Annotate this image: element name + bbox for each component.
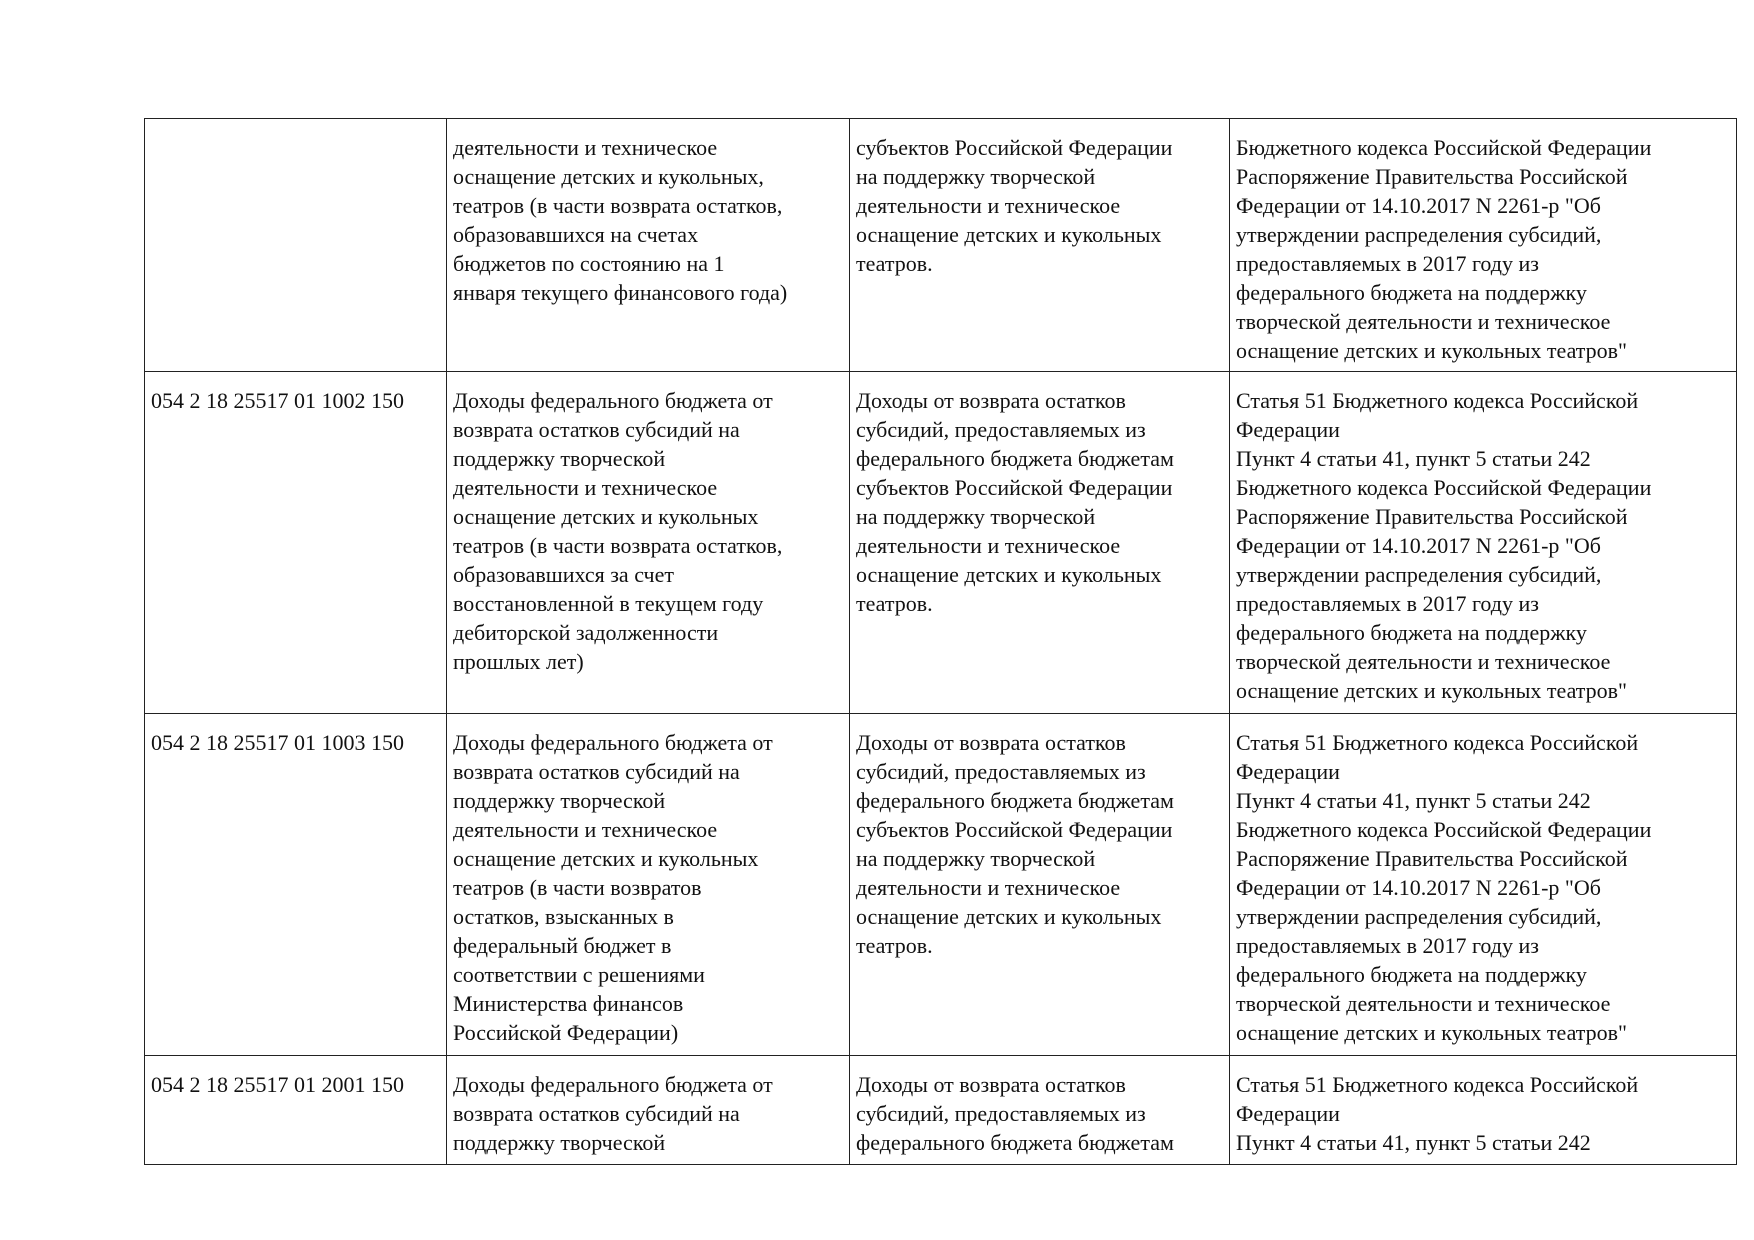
text-line: Доходы от возврата остатков <box>856 730 1126 755</box>
text-line: оснащение детских и кукольных, <box>453 164 764 189</box>
text-line: театров. <box>856 251 933 276</box>
text-line: Распоряжение Правительства Российской <box>1236 164 1628 189</box>
text-line: деятельности и техническое <box>453 817 718 842</box>
text-line: Федерации <box>1236 417 1340 442</box>
text-line: Российской Федерации) <box>453 1020 679 1045</box>
text-line: Распоряжение Правительства Российской <box>1236 846 1628 871</box>
text-line: оснащение детских и кукольных <box>453 504 759 529</box>
text-line: театров. <box>856 933 933 958</box>
name-cell <box>447 1056 850 1165</box>
text-line: деятельности и техническое <box>453 135 718 160</box>
text-line: поддержку творческой <box>453 1130 666 1155</box>
text-line: федерального бюджета бюджетам <box>856 788 1174 813</box>
text-line: оснащение детских и кукольных <box>856 562 1162 587</box>
text-line: творческой деятельности и техническое <box>1236 309 1611 334</box>
table-row <box>145 119 1737 372</box>
text-line: деятельности и техническое <box>856 533 1121 558</box>
text-line: предоставляемых в 2017 году из <box>1236 251 1539 276</box>
text-line: утверждении распределения субсидий, <box>1236 562 1602 587</box>
text-line: субсидий, предоставляемых из <box>856 417 1146 442</box>
text-line: Статья 51 Бюджетного кодекса Российской <box>1236 388 1639 413</box>
text-line: субсидий, предоставляемых из <box>856 1101 1146 1126</box>
table-row <box>145 1056 1737 1165</box>
text-line: на поддержку творческой <box>856 164 1096 189</box>
text-line: Пункт 4 статьи 41, пункт 5 статьи 242 <box>1236 1130 1591 1155</box>
text-line: утверждении распределения субсидий, <box>1236 222 1602 247</box>
text-line: Министерства финансов <box>453 991 684 1016</box>
code-cell <box>145 119 447 372</box>
text-line: Федерации <box>1236 1101 1340 1126</box>
legal-basis-cell <box>1230 1056 1737 1165</box>
text-line: на поддержку творческой <box>856 846 1096 871</box>
code-cell <box>145 1056 447 1165</box>
code-text: 054 2 18 25517 01 2001 150 <box>151 1072 404 1097</box>
text-line: Пункт 4 статьи 41, пункт 5 статьи 242 <box>1236 788 1591 813</box>
table-row <box>145 714 1737 1056</box>
text-line: Статья 51 Бюджетного кодекса Российской <box>1236 1072 1639 1097</box>
text-line: оснащение детских и кукольных театров" <box>1236 338 1628 363</box>
text-line: субсидий, предоставляемых из <box>856 759 1146 784</box>
text-line: возврата остатков субсидий на <box>453 417 740 442</box>
code-text: 054 2 18 25517 01 1003 150 <box>151 730 404 755</box>
text-line: возврата остатков субсидий на <box>453 759 740 784</box>
text-line: Бюджетного кодекса Российской Федерации <box>1236 817 1652 842</box>
text-line: деятельности и техническое <box>856 875 1121 900</box>
text-line: возврата остатков субсидий на <box>453 1101 740 1126</box>
legal-basis-cell <box>1230 119 1737 372</box>
text-line: Федерации от 14.10.2017 N 2261-р "Об <box>1236 533 1601 558</box>
description-cell <box>850 714 1230 1056</box>
text-line: Бюджетного кодекса Российской Федерации <box>1236 475 1652 500</box>
text-line: оснащение детских и кукольных <box>453 846 759 871</box>
text-line: театров (в части возвратов <box>453 875 702 900</box>
text-line: субъектов Российской Федерации <box>856 817 1173 842</box>
text-line: творческой деятельности и техническое <box>1236 649 1611 674</box>
text-line: федеральный бюджет в <box>453 933 672 958</box>
table-body <box>145 119 1737 1165</box>
text-line: Пункт 4 статьи 41, пункт 5 статьи 242 <box>1236 446 1591 471</box>
budget-codes-table <box>144 118 1737 1165</box>
text-line: театров (в части возврата остатков, <box>453 193 783 218</box>
text-line: на поддержку творческой <box>856 504 1096 529</box>
text-line: Доходы федерального бюджета от <box>453 730 773 755</box>
text-line: Доходы от возврата остатков <box>856 388 1126 413</box>
text-line: субъектов Российской Федерации <box>856 475 1173 500</box>
name-cell <box>447 372 850 714</box>
text-line: Доходы федерального бюджета от <box>453 388 773 413</box>
text-line: бюджетов по состоянию на 1 <box>453 251 725 276</box>
text-line: творческой деятельности и техническое <box>1236 991 1611 1016</box>
text-line: федерального бюджета бюджетам <box>856 446 1174 471</box>
text-line: оснащение детских и кукольных театров" <box>1236 678 1628 703</box>
text-line: остатков, взысканных в <box>453 904 674 929</box>
code-text: 054 2 18 25517 01 1002 150 <box>151 388 404 413</box>
description-cell <box>850 1056 1230 1165</box>
text-line: оснащение детских и кукольных <box>856 904 1162 929</box>
text-line: театров (в части возврата остатков, <box>453 533 783 558</box>
text-line: федерального бюджета на поддержку <box>1236 962 1587 987</box>
text-line: деятельности и техническое <box>856 193 1121 218</box>
description-cell <box>850 119 1230 372</box>
text-line: Федерации <box>1236 759 1340 784</box>
text-line: поддержку творческой <box>453 788 666 813</box>
legal-basis-cell <box>1230 714 1737 1056</box>
text-line: Распоряжение Правительства Российской <box>1236 504 1628 529</box>
text-line: образовавшихся на счетах <box>453 222 699 247</box>
text-line: оснащение детских и кукольных <box>856 222 1162 247</box>
name-cell <box>447 119 850 372</box>
text-line: Статья 51 Бюджетного кодекса Российской <box>1236 730 1639 755</box>
code-cell <box>145 372 447 714</box>
text-line: субъектов Российской Федерации <box>856 135 1173 160</box>
text-line: прошлых лет) <box>453 649 584 674</box>
text-line: предоставляемых в 2017 году из <box>1236 933 1539 958</box>
text-line: дебиторской задолженности <box>453 620 719 645</box>
text-line: Федерации от 14.10.2017 N 2261-р "Об <box>1236 875 1601 900</box>
text-line: Бюджетного кодекса Российской Федерации <box>1236 135 1652 160</box>
code-cell <box>145 714 447 1056</box>
text-line: поддержку творческой <box>453 446 666 471</box>
text-line: федерального бюджета на поддержку <box>1236 280 1587 305</box>
text-line: Доходы федерального бюджета от <box>453 1072 773 1097</box>
legal-basis-cell <box>1230 372 1737 714</box>
text-line: Доходы от возврата остатков <box>856 1072 1126 1097</box>
table-row <box>145 372 1737 714</box>
text-line: федерального бюджета на поддержку <box>1236 620 1587 645</box>
text-line: восстановленной в текущем году <box>453 591 764 616</box>
text-line: деятельности и техническое <box>453 475 718 500</box>
name-cell <box>447 714 850 1056</box>
text-line: января текущего финансового года) <box>453 280 788 305</box>
text-line: театров. <box>856 591 933 616</box>
text-line: федерального бюджета бюджетам <box>856 1130 1174 1155</box>
text-line: оснащение детских и кукольных театров" <box>1236 1020 1628 1045</box>
text-line: предоставляемых в 2017 году из <box>1236 591 1539 616</box>
text-line: образовавшихся за счет <box>453 562 674 587</box>
description-cell <box>850 372 1230 714</box>
text-line: Федерации от 14.10.2017 N 2261-р "Об <box>1236 193 1601 218</box>
text-line: соответствии с решениями <box>453 962 705 987</box>
text-line: утверждении распределения субсидий, <box>1236 904 1602 929</box>
